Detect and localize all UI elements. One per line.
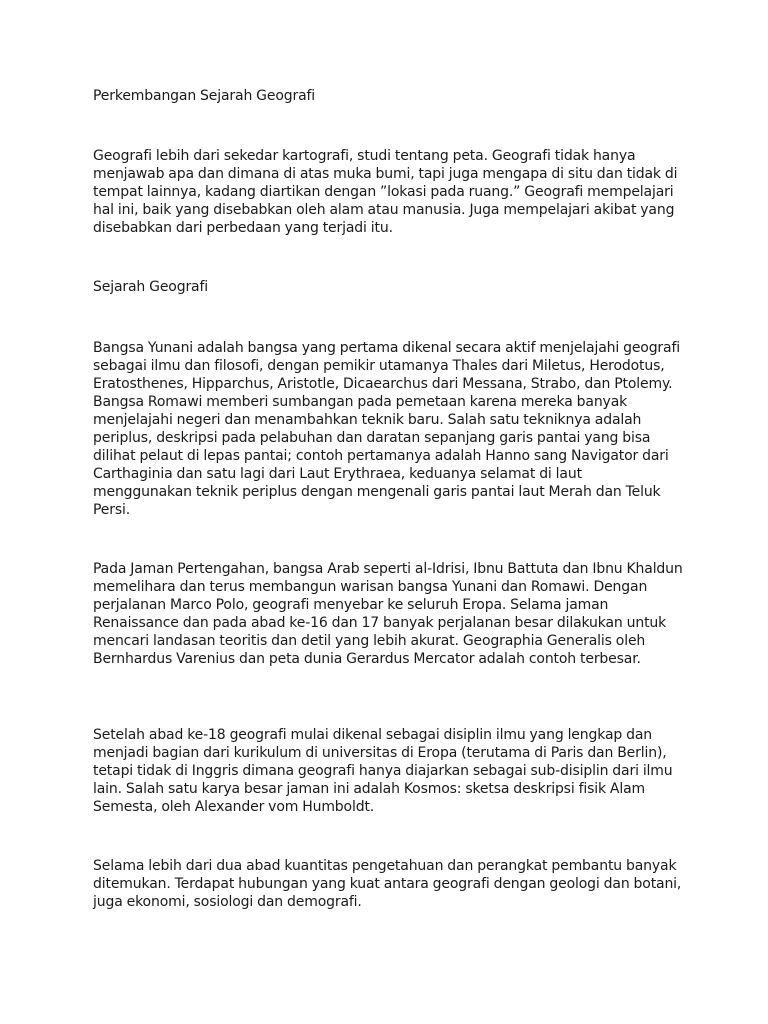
section-heading: Sejarah Geografi <box>93 279 208 295</box>
intro-paragraph: Geografi lebih dari sekedar kartografi, studi tentang peta. Geografi tidak hanya menjawab apa dan dimana di atas muka bumi, tapi juga mengapa di situ dan tidak di tempat lainnya, kadang diartikan dengan ”lokasi pada ruang.” Geografi mempelajari hal ini, baik yang disebabkan oleh alam atau manusia. Juga mempelajari akibat yang disebabkan dari perbedaan yang terjadi itu. <box>93 148 678 236</box>
document-title: Perkembangan Sejarah Geografi <box>93 88 316 104</box>
body-paragraph-yunani: Bangsa Yunani adalah bangsa yang pertama dikenal secara aktif menjelajahi geografi sebagai ilmu dan filosofi, dengan pemikir utamanya Thales dari Miletus, Herodotus, Eratosthenes, Hipparchus, Aristotle, Dicaearchus dari Messana, Strabo, dan Ptolemy. Bangsa Romawi memberi sumbangan pada pemetaan karena mereka banyak menjelajahi negeri dan menambahkan teknik baru. Salah satu tekniknya adalah periplus, deskripsi pada pelabuhan dan daratan sepanjang garis pantai yang bisa dilihat pelaut di lepas pantai; contoh pertamanya adalah Hanno sang Navigator dari Carthaginia dan satu lagi dari Laut Erythraea, keduanya selamat di laut menggunakan teknik periplus dengan mengenali garis pantai laut Merah dan Teluk Persi. <box>93 340 680 518</box>
body-paragraph-pertengahan: Pada Jaman Pertengahan, bangsa Arab seperti al-Idrisi, Ibnu Battuta dan Ibnu Khaldun memelihara dan terus membangun warisan bangsa Yunani dan Romawi. Dengan perjalanan Marco Polo, geografi menyebar ke seluruh Eropa. Selama jaman Renaissance dan pada abad ke-16 dan 17 banyak perjalanan besar dilakukan untuk mencari landasan teoritis dan detil yang lebih akurat. Geographia Generalis oleh Bernhardus Varenius dan peta dunia Gerardus Mercator adalah contoh terbesar. <box>93 561 683 667</box>
body-paragraph-abad-18: Setelah abad ke-18 geografi mulai dikenal sebagai disiplin ilmu yang lengkap dan menjadi bagian dari kurikulum di universitas di Eropa (terutama di Paris dan Berlin), tetapi tidak di Inggris dimana geografi hanya diajarkan sebagai sub-disiplin dari ilmu lain. Salah satu karya besar jaman ini adalah Kosmos: sketsa deskripsi fisik Alam Semesta, oleh Alexander vom Humboldt. <box>93 727 673 815</box>
body-paragraph-dua-abad: Selama lebih dari dua abad kuantitas pengetahuan dan perangkat pembantu banyak ditemukan. Terdapat hubungan yang kuat antara geografi dengan geologi dan botani, juga ekonomi, sosiologi dan demografi. <box>93 858 682 910</box>
